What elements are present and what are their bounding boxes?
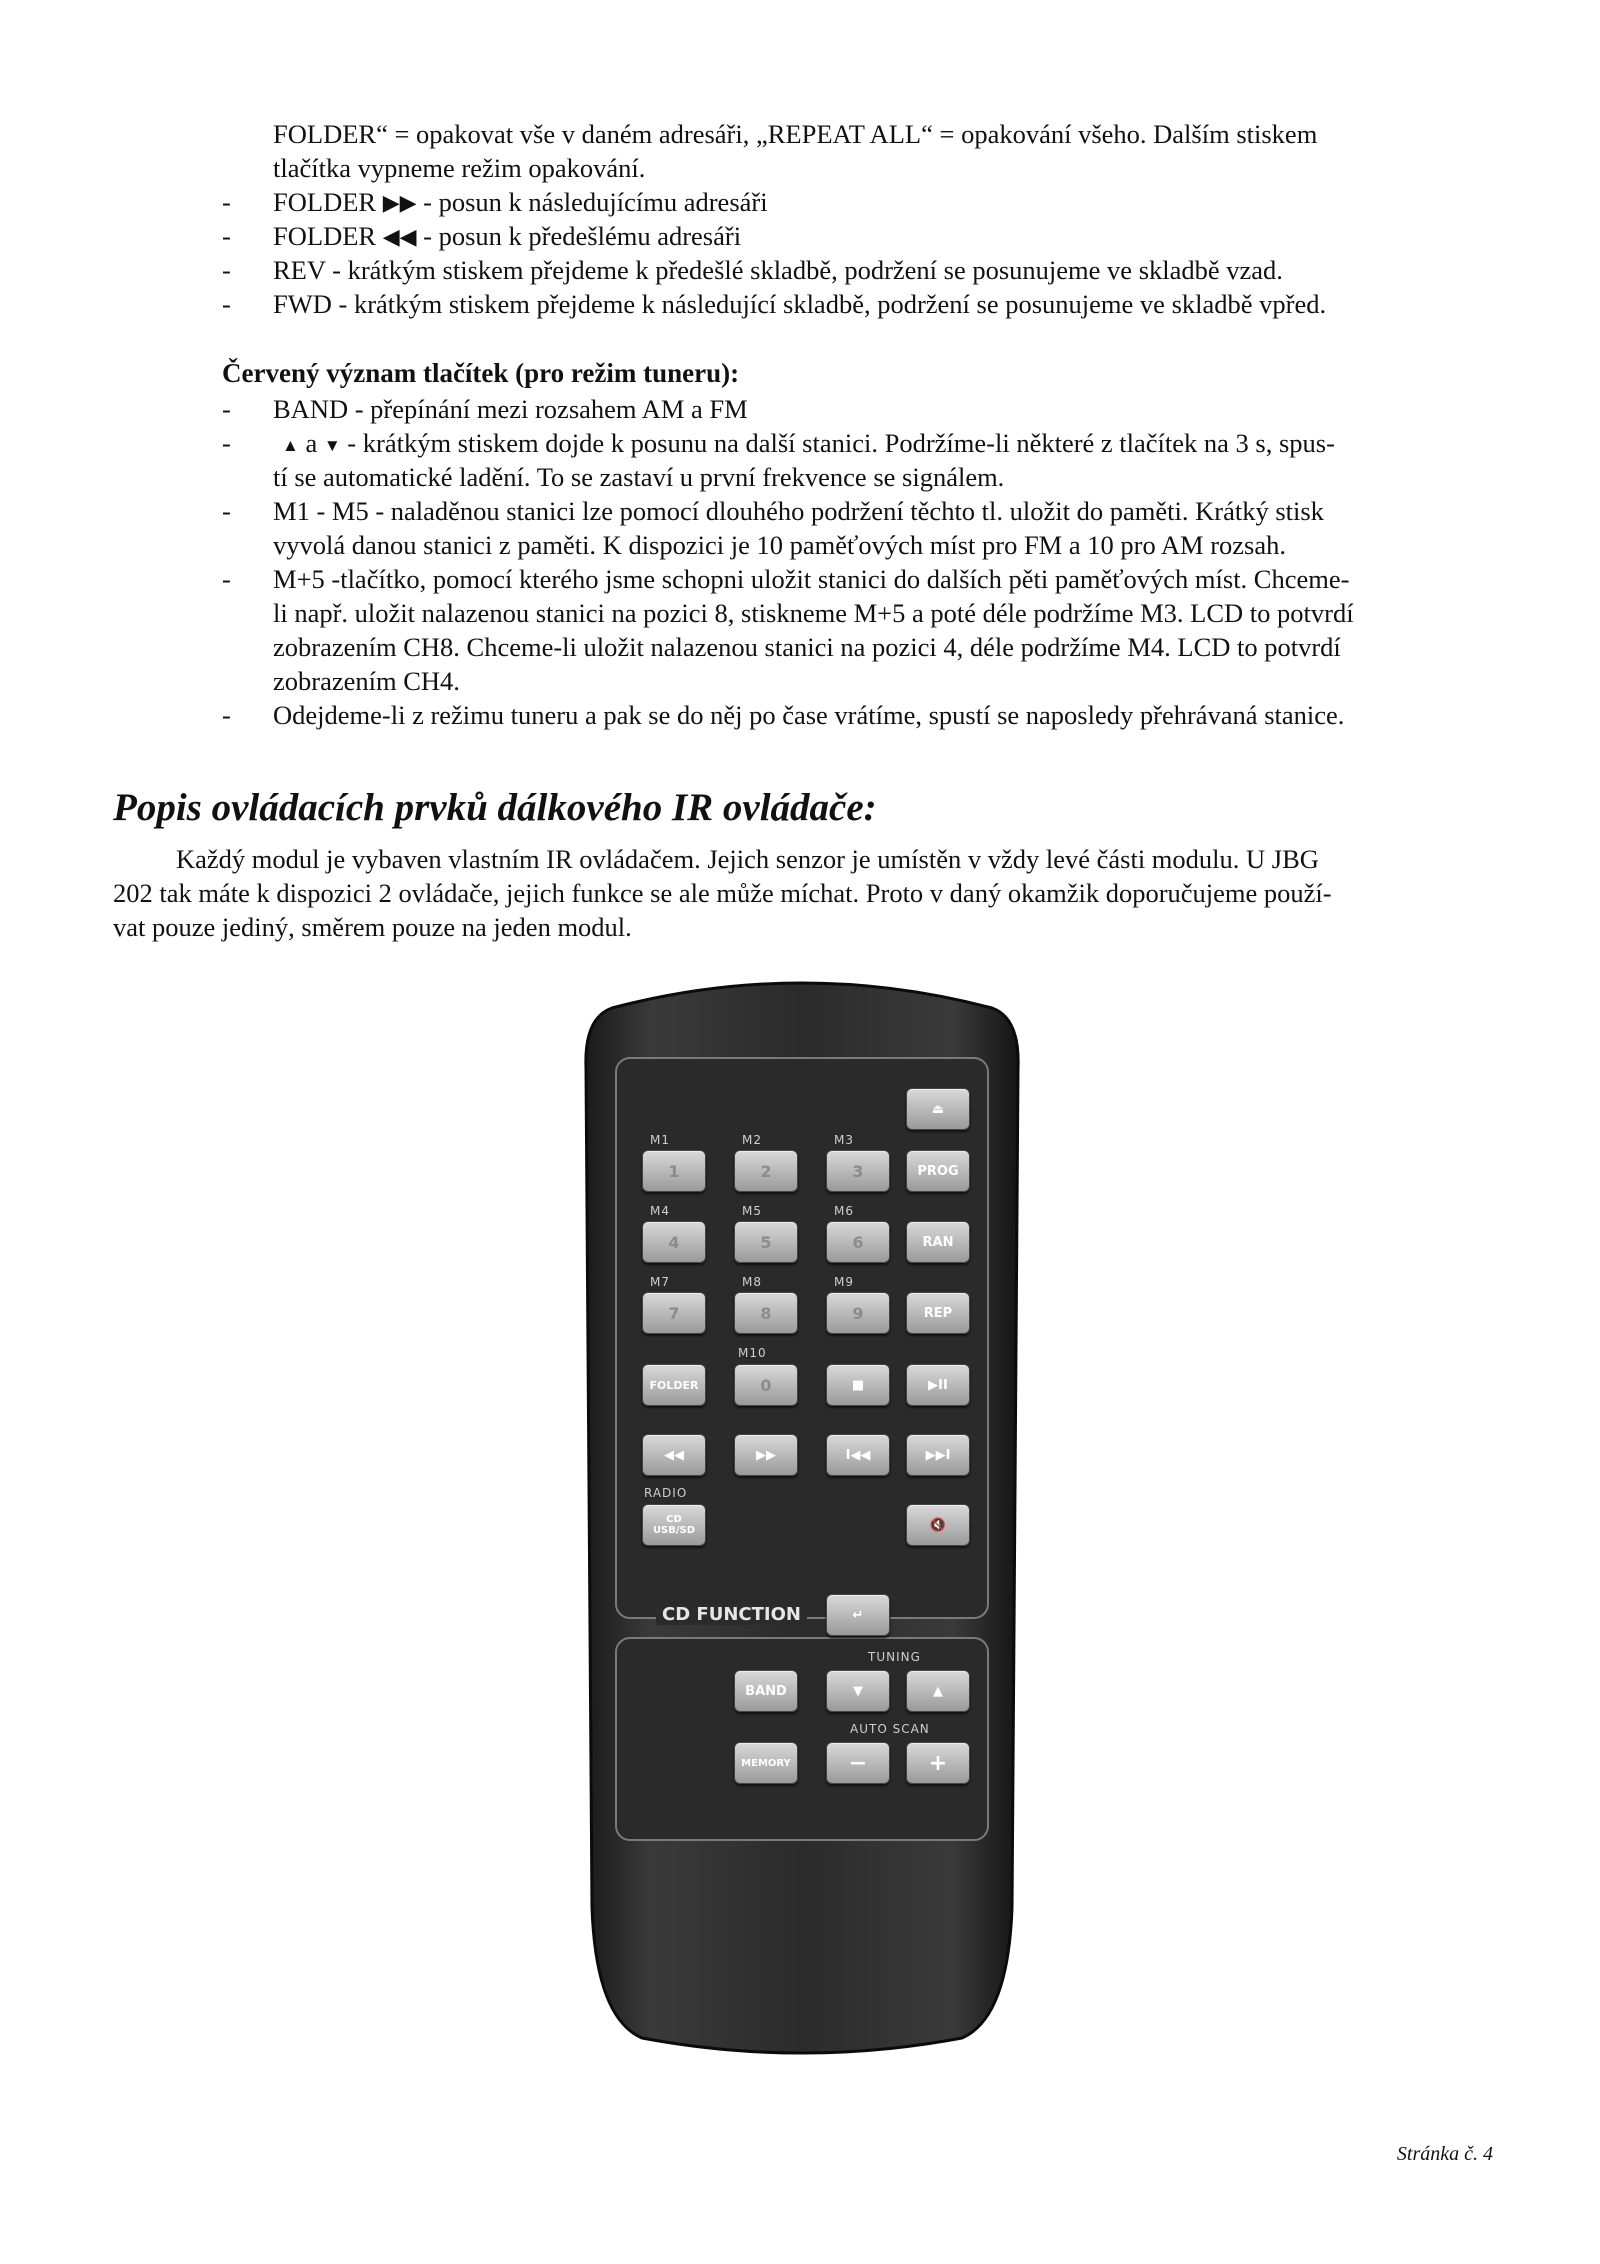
bullet-dash: - <box>222 394 231 424</box>
triangle-up-icon: ▲ <box>282 436 299 455</box>
digit-button: 5 <box>734 1221 798 1263</box>
play-pause-button <box>906 1364 970 1406</box>
intro-line: vat pouze jediný, směrem pouze na jeden modul. <box>113 912 632 942</box>
random-button: RAN <box>906 1221 970 1263</box>
memory-label: M8 <box>742 1275 762 1289</box>
paragraph-line: tlačítka vypneme režim opakování. <box>273 153 646 183</box>
bullet-text: BAND - přepínání mezi rozsahem AM a FM <box>273 394 748 424</box>
bullet-text: - posun k následujícímu adresáři <box>423 187 768 217</box>
digit-button: 2 <box>734 1150 798 1192</box>
memory-label: M7 <box>650 1275 670 1289</box>
memory-label: M5 <box>742 1204 762 1218</box>
scan-minus-button <box>826 1742 890 1784</box>
memory-label: M2 <box>742 1133 762 1147</box>
cd-function-label: CD FUNCTION <box>656 1604 807 1625</box>
bullet-dash: - <box>222 289 231 319</box>
prog-button: PROG <box>906 1150 970 1192</box>
bullet-dash: - <box>222 187 231 217</box>
digit-button: 3 <box>826 1150 890 1192</box>
triangle-up-icon: ▲ <box>933 1683 943 1699</box>
page-number: Stránka č. 4 <box>1396 2143 1493 2165</box>
tune-down-button <box>826 1670 890 1712</box>
bullet-prefix: FOLDER <box>273 221 377 251</box>
enter-icon: ↵ <box>852 1607 864 1623</box>
play-pause-icon: ▶II <box>928 1377 948 1393</box>
stop-icon: ■ <box>851 1377 865 1393</box>
digit-button: 6 <box>826 1221 890 1263</box>
previous-track-icon: I◀◀ <box>845 1447 871 1463</box>
enter-button <box>826 1594 890 1636</box>
bullet-dash: - <box>222 255 231 285</box>
bullet-text: Odejdeme-li z režimu tuneru a pak se do něj po čase vrátíme, spustí se naposledy přehrávaná stanice. <box>273 700 1345 730</box>
plus-icon: + <box>928 1750 948 1776</box>
source-button <box>642 1504 706 1546</box>
rewind-icon: ◀◀ <box>382 224 417 249</box>
paragraph-line: zobrazením CH4. <box>273 666 460 696</box>
memory-label: M3 <box>834 1133 854 1147</box>
triangle-down-icon: ▼ <box>853 1683 863 1699</box>
memory-label: M6 <box>834 1204 854 1218</box>
paragraph-line: zobrazením CH8. Chceme-li uložit nalazenou stanici na pozici 4, déle podržíme M4. LCD to potvrdí <box>273 632 1341 662</box>
paragraph-line: FOLDER“ = opakovat vše v daném adresáři, „REPEAT ALL“ = opakování všeho. Dalším stiskem <box>273 119 1318 149</box>
bullet-dash: - <box>222 221 231 251</box>
digit-button: 1 <box>642 1150 706 1192</box>
eject-button <box>906 1088 970 1130</box>
rewind-icon: ◀◀ <box>664 1447 684 1463</box>
usb-sd-label: USB/SD <box>652 1525 696 1536</box>
bullet-text: - posun k předešlému adresáři <box>423 221 742 251</box>
tuning-label: TUNING <box>868 1650 921 1664</box>
bullet-text: - krátkým stiskem dojde k posunu na další stanici. Podržíme-li některé z tlačítek na 3 s, spus- <box>340 428 1335 458</box>
eject-icon: ⏏ <box>931 1101 945 1117</box>
memory-label: M9 <box>834 1275 854 1289</box>
paragraph-line: li např. uložit nalazenou stanici na pozici 8, stiskneme M+5 a poté déle podržíme M3. LCD to potvrdí <box>273 598 1354 628</box>
scan-plus-button <box>906 1742 970 1784</box>
conjunction: a <box>305 428 318 458</box>
digit-button: 0 <box>734 1364 798 1406</box>
memory-label: M1 <box>650 1133 670 1147</box>
bullet-dash: - <box>222 496 231 526</box>
fast-forward-icon: ▶▶ <box>756 1447 776 1463</box>
bullet-prefix: FOLDER <box>273 187 377 217</box>
paragraph-line: vyvolá danou stanici z paměti. K dispozici je 10 paměťových míst pro FM a 10 pro AM rozsah. <box>273 530 1286 560</box>
next-button <box>906 1434 970 1476</box>
radio-label: RADIO <box>644 1486 688 1500</box>
memory-label: M10 <box>738 1346 767 1360</box>
digit-button: 9 <box>826 1292 890 1334</box>
bullet-dash: - <box>222 700 231 730</box>
fast-forward-button <box>734 1434 798 1476</box>
digit-button: 4 <box>642 1221 706 1263</box>
bullet-dash: - <box>222 564 231 594</box>
next-track-icon: ▶▶I <box>925 1447 951 1463</box>
band-button: BAND <box>734 1670 798 1712</box>
minus-icon: − <box>848 1750 868 1776</box>
folder-button: FOLDER <box>642 1364 706 1406</box>
triangle-down-icon: ▼ <box>323 436 341 455</box>
rewind-button <box>642 1434 706 1476</box>
remote-control-image <box>572 978 1032 2056</box>
previous-button <box>826 1434 890 1476</box>
bullet-text: FWD - krátkým stiskem přejdeme k následující skladbě, podržení se posunujeme ve skladbě vpřed. <box>273 289 1327 319</box>
bullet-text: M1 - M5 - naladěnou stanici lze pomocí dlouhého podržení těchto tl. uložit do paměti. Krátký stisk <box>273 496 1324 526</box>
section-heading: Červený význam tlačítek (pro režim tuneru): <box>222 358 740 388</box>
auto-scan-label: AUTO SCAN <box>850 1722 930 1736</box>
intro-line: 202 tak máte k dispozici 2 ovládače, jejich funkce se ale může míchat. Proto v daný okamžik doporučujeme použí- <box>113 878 1332 908</box>
memory-label: M4 <box>650 1204 670 1218</box>
mute-button <box>906 1504 970 1546</box>
digit-button: 8 <box>734 1292 798 1334</box>
digit-button: 7 <box>642 1292 706 1334</box>
cd-icon: CD <box>666 1514 682 1525</box>
bullet-dash: - <box>222 428 231 458</box>
paragraph-line: tí se automatické ladění. To se zastaví u první frekvence se signálem. <box>273 462 1005 492</box>
repeat-button: REP <box>906 1292 970 1334</box>
bullet-text: M+5 -tlačítko, pomocí kterého jsme schopni uložit stanici do dalších pěti paměťových míst. Chceme- <box>273 564 1350 594</box>
tune-up-button <box>906 1670 970 1712</box>
mute-icon: 🔇 <box>929 1517 947 1533</box>
stop-button <box>826 1364 890 1406</box>
fast-forward-icon: ▶▶ <box>382 190 417 215</box>
intro-line: Každý modul je vybaven vlastním IR ovládačem. Jejich senzor je umístěn v vždy levé části modulu. U JBG <box>176 844 1319 874</box>
bullet-text: REV - krátkým stiskem přejdeme k předešlé skladbě, podržení se posunujeme ve skladbě vzad. <box>273 255 1283 285</box>
section-title: Popis ovládacích prvků dálkového IR ovládače: <box>113 786 877 829</box>
memory-button: MEMORY <box>734 1742 798 1784</box>
